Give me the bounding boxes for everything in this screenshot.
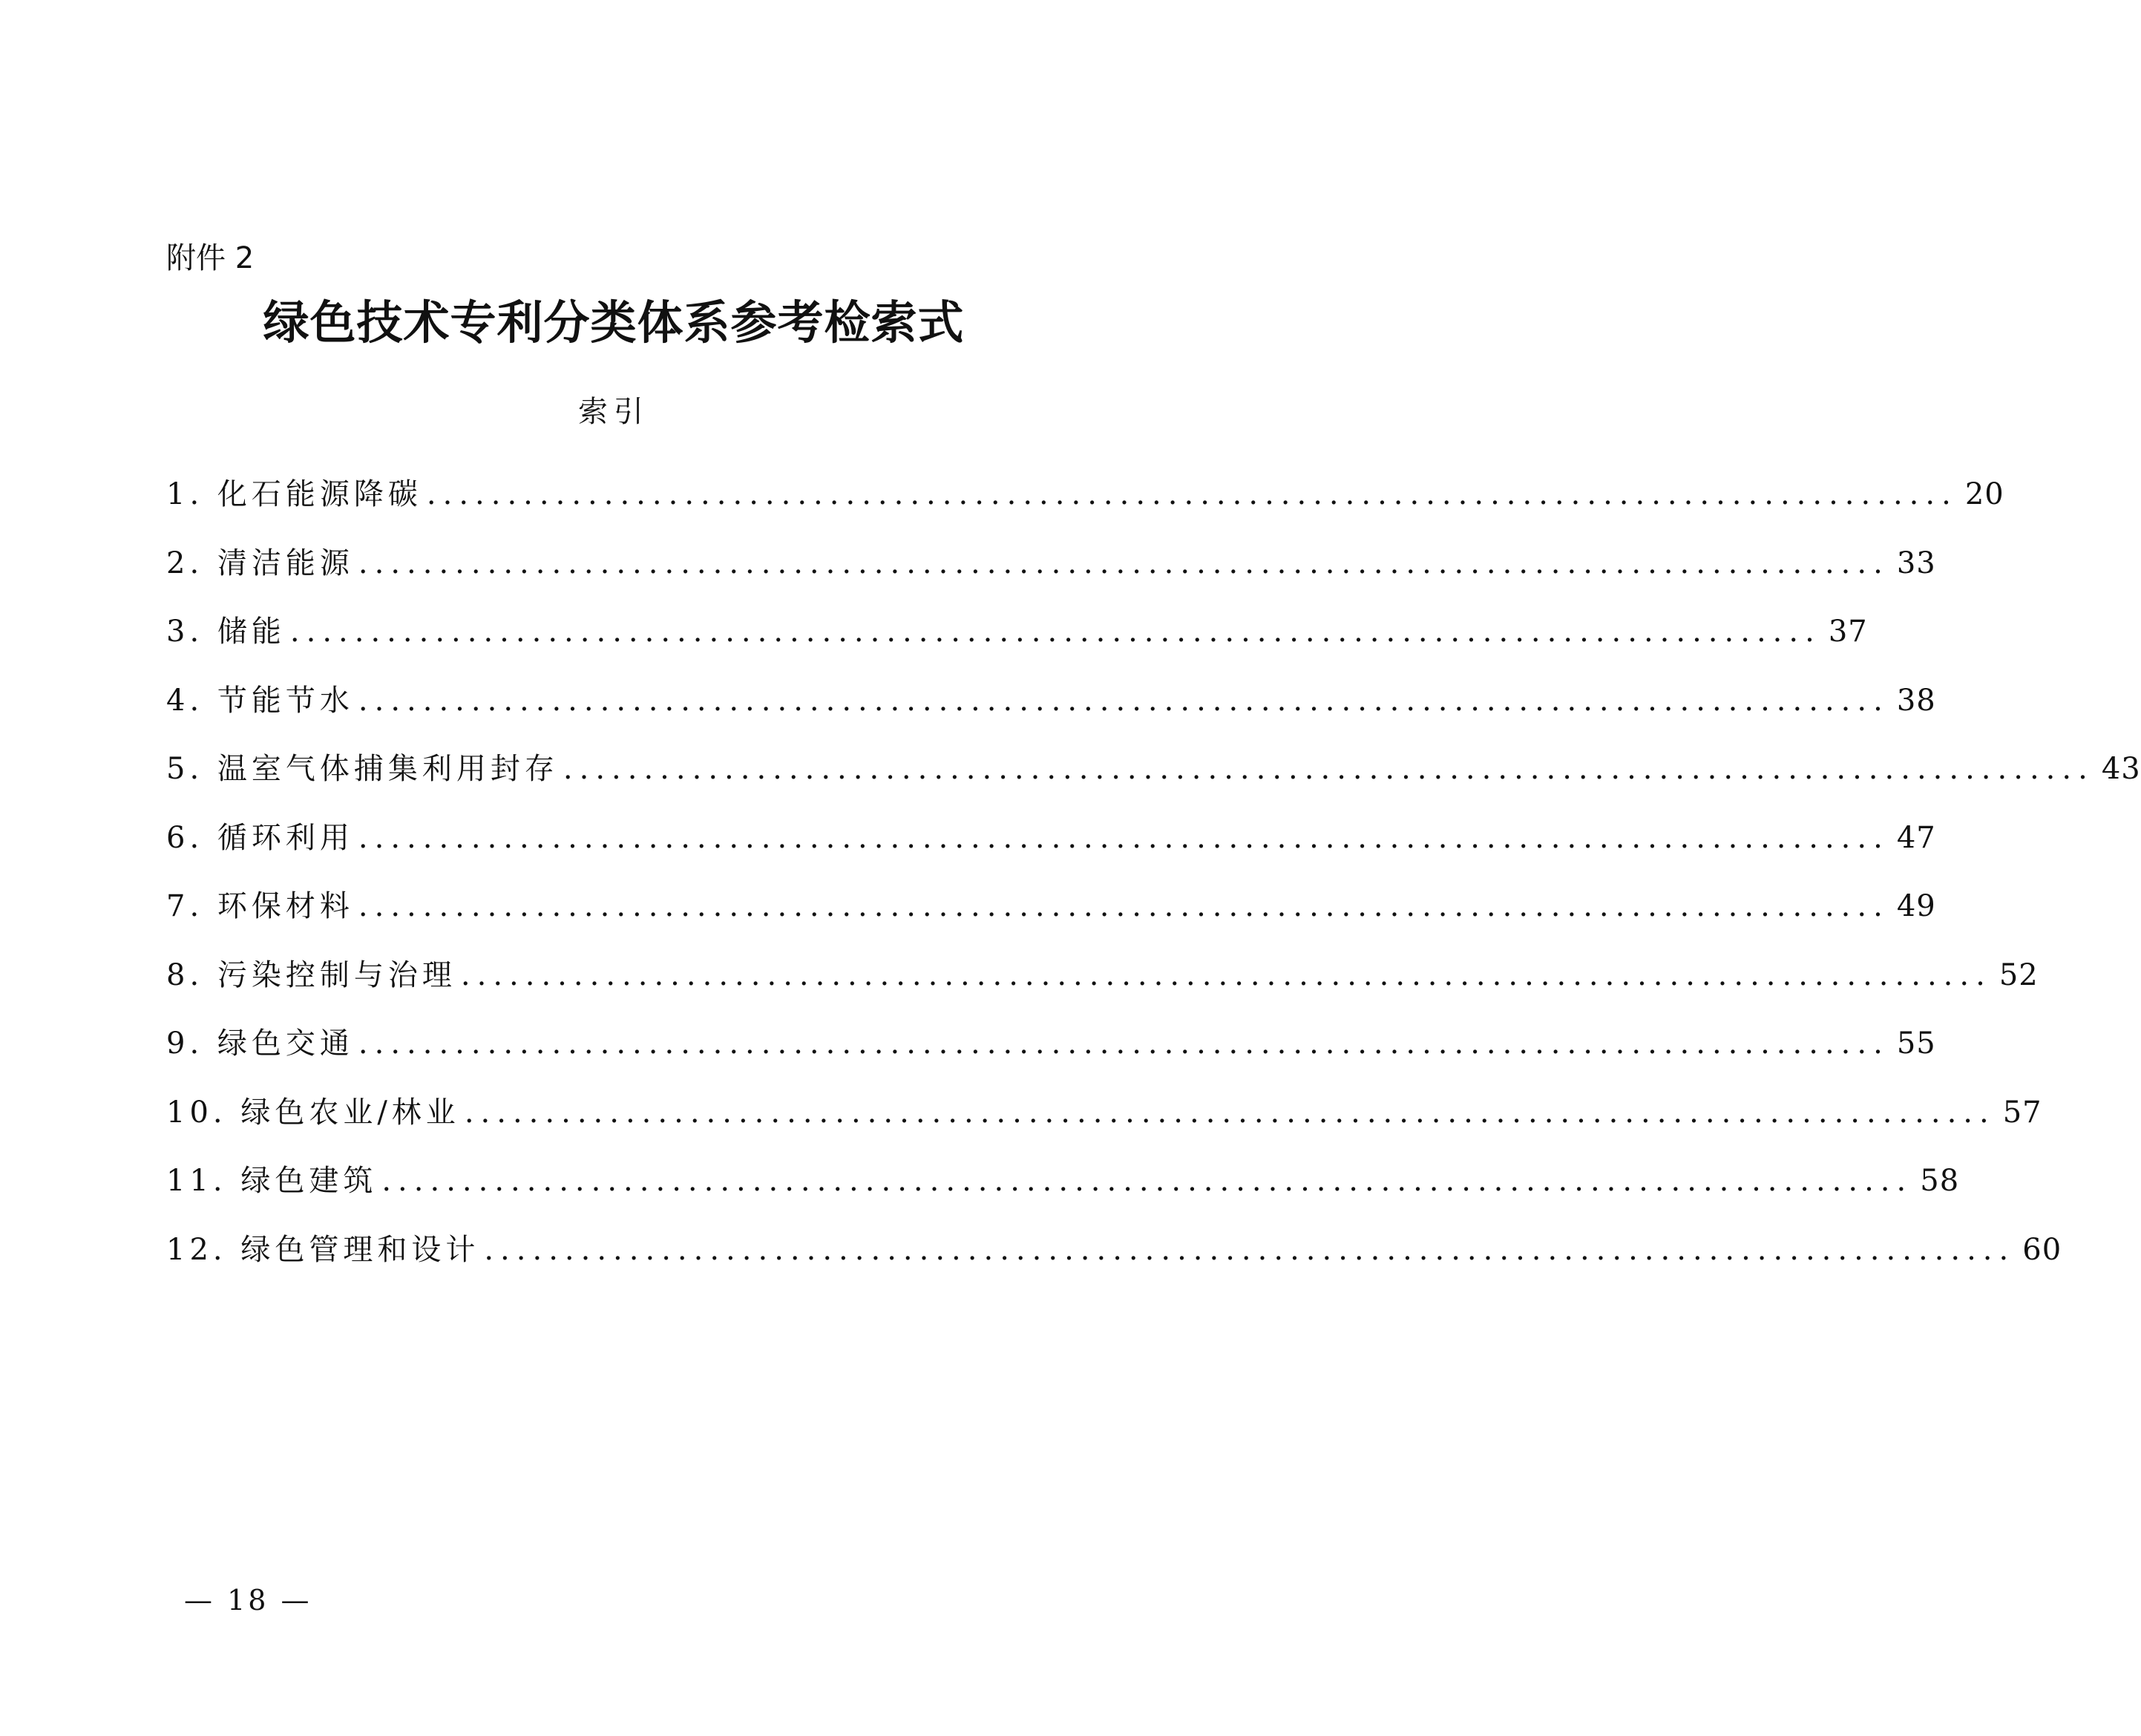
- toc-entry-label: 3. 储能: [166, 615, 286, 649]
- toc-entry-page: 52: [1999, 957, 2039, 992]
- toc-entry-label: 5. 温室气体捕集利用封存: [166, 752, 559, 786]
- toc-entry-label: 12. 绿色管理和设计: [166, 1232, 480, 1267]
- toc-entry-label: 7. 环保材料: [166, 889, 354, 923]
- toc-entry[interactable]: [166, 747, 2141, 816]
- toc-leader-dots: ...............................................................................................: [289, 615, 1821, 649]
- toc-entry[interactable]: [166, 1228, 2062, 1297]
- index-heading: 索引: [578, 395, 649, 429]
- toc-entry-label: 4. 节能节水: [166, 683, 354, 718]
- document-title: 绿色技术专利分类体系参考检索式: [263, 295, 965, 350]
- toc-leader-dots: ...............................................................................................: [426, 477, 1958, 511]
- toc-leader-dots: ...............................................................................................: [358, 820, 1889, 855]
- toc-leader-dots: ...............................................................................................: [464, 1095, 1996, 1130]
- table-of-contents: [166, 472, 2141, 1296]
- toc-leader-dots: ...............................................................................................: [358, 546, 1889, 580]
- toc-entry-label: 8. 污染控制与治理: [166, 957, 456, 992]
- toc-entry[interactable]: [166, 678, 1936, 747]
- toc-entry-page: 43: [2101, 752, 2141, 786]
- toc-entry[interactable]: [166, 609, 1868, 678]
- toc-entry[interactable]: [166, 1021, 1936, 1090]
- toc-entry-page: 55: [1896, 1026, 1936, 1061]
- toc-leader-dots: ...............................................................................................: [358, 683, 1889, 718]
- toc-entry-label: 2. 清洁能源: [166, 546, 354, 580]
- toc-entry-label: 10. 绿色农业/林业: [166, 1095, 460, 1130]
- toc-entry-page: 47: [1896, 820, 1936, 855]
- toc-entry-page: 38: [1896, 683, 1936, 718]
- toc-entry[interactable]: [166, 953, 2039, 1022]
- toc-entry[interactable]: [166, 541, 1936, 610]
- toc-entry-page: 57: [2002, 1095, 2042, 1130]
- toc-entry[interactable]: [166, 1159, 1960, 1228]
- toc-entry[interactable]: [166, 472, 2004, 541]
- toc-entry[interactable]: [166, 816, 1936, 885]
- toc-entry-label: 6. 循环利用: [166, 820, 354, 855]
- toc-leader-dots: ...............................................................................................: [381, 1164, 1913, 1198]
- toc-entry-page: 49: [1896, 889, 1936, 923]
- toc-leader-dots: ...............................................................................................: [563, 752, 2094, 786]
- toc-leader-dots: ...............................................................................................: [484, 1232, 2016, 1267]
- toc-entry-page: 33: [1896, 546, 1936, 580]
- toc-entry-page: 20: [1964, 477, 2004, 511]
- toc-leader-dots: ...............................................................................................: [460, 957, 1992, 992]
- toc-entry-page: 60: [2022, 1232, 2062, 1267]
- page-number: — 18 —: [184, 1584, 312, 1617]
- toc-leader-dots: ...............................................................................................: [358, 889, 1889, 923]
- toc-entry-label: 1. 化石能源降碳: [166, 477, 422, 511]
- toc-entry[interactable]: [166, 884, 1936, 953]
- toc-leader-dots: ...............................................................................................: [358, 1026, 1889, 1061]
- toc-entry[interactable]: [166, 1090, 2042, 1159]
- toc-entry-label: 11. 绿色建筑: [166, 1164, 378, 1198]
- toc-entry-label: 9. 绿色交通: [166, 1026, 354, 1061]
- toc-entry-page: 58: [1920, 1164, 1960, 1198]
- toc-entry-page: 37: [1828, 615, 1868, 649]
- attachment-label: 附件 2: [166, 241, 255, 275]
